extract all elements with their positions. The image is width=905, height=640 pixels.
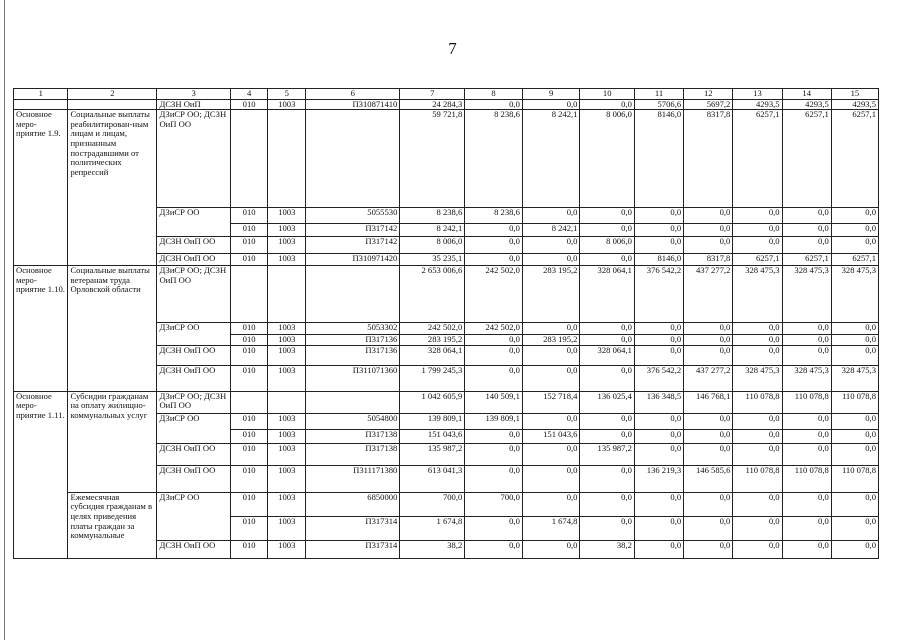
amount-cell: 0,0 — [634, 335, 683, 346]
column-number: 1 — [14, 89, 68, 100]
amount-cell: 0,0 — [831, 335, 878, 346]
target-code-cell: П310871410 — [306, 99, 400, 110]
amount-cell: 0,0 — [733, 413, 782, 429]
column-number: 11 — [634, 89, 683, 100]
table-body — [14, 89, 879, 559]
target-code-cell: П317138 — [306, 429, 400, 443]
amount-cell: 110 078,8 — [831, 465, 878, 492]
amount-cell: 283 195,2 — [400, 335, 465, 346]
amount-cell: 151 043,6 — [522, 429, 580, 443]
code-cell: 1003 — [268, 335, 306, 346]
amount-cell: 376 542,2 — [634, 365, 683, 391]
responsible-cell: ДЗиСР ОО — [157, 208, 230, 237]
amount-cell: 6257,1 — [733, 110, 782, 208]
amount-cell: 4293,5 — [733, 99, 782, 110]
amount-cell: 328 064,1 — [580, 266, 634, 323]
code-cell: 1003 — [268, 365, 306, 391]
amount-cell: 0,0 — [684, 492, 733, 516]
amount-cell: 0,0 — [782, 224, 831, 237]
amount-cell: 8 006,0 — [580, 237, 634, 254]
code-cell — [230, 110, 268, 208]
amount-cell: 0,0 — [580, 516, 634, 540]
target-code-cell: 5053302 — [306, 323, 400, 335]
target-code-cell: П310971420 — [306, 254, 400, 266]
amount-cell: 242 502,0 — [400, 323, 465, 335]
amount-cell: 0,0 — [465, 465, 523, 492]
column-number: 9 — [522, 89, 580, 100]
code-cell — [268, 266, 306, 323]
responsible-cell: ДСЗН ОиП ОО — [157, 540, 230, 558]
amount-cell: 0,0 — [782, 492, 831, 516]
amount-cell: 328 475,3 — [733, 365, 782, 391]
amount-cell: 0,0 — [522, 413, 580, 429]
amount-cell: 8 238,6 — [400, 208, 465, 224]
target-code-cell: П317142 — [306, 224, 400, 237]
amount-cell: 283 195,2 — [522, 335, 580, 346]
amount-cell: 0,0 — [684, 208, 733, 224]
code-cell: 1003 — [268, 465, 306, 492]
responsible-cell: ДСЗН ОиП ОО — [157, 465, 230, 492]
target-code-cell: П317138 — [306, 443, 400, 465]
amount-cell: 0,0 — [522, 345, 580, 365]
amount-cell: 0,0 — [733, 540, 782, 558]
amount-cell: 0,0 — [465, 516, 523, 540]
amount-cell: 0,0 — [522, 254, 580, 266]
amount-cell: 0,0 — [465, 429, 523, 443]
code-cell: 1003 — [268, 254, 306, 266]
column-number: 15 — [831, 89, 878, 100]
amount-cell: 0,0 — [522, 99, 580, 110]
amount-cell: 0,0 — [684, 345, 733, 365]
amount-cell: 0,0 — [634, 237, 683, 254]
amount-cell: 0,0 — [465, 540, 523, 558]
amount-cell: 0,0 — [580, 323, 634, 335]
column-number: 14 — [782, 89, 831, 100]
amount-cell: 146 768,1 — [684, 391, 733, 413]
amount-cell: 0,0 — [634, 345, 683, 365]
code-cell: 1003 — [268, 443, 306, 465]
code-cell: 010 — [230, 429, 268, 443]
table-row — [14, 391, 879, 413]
amount-cell: 0,0 — [733, 237, 782, 254]
code-cell: 010 — [230, 540, 268, 558]
amount-cell: 0,0 — [522, 443, 580, 465]
code-cell: 1003 — [268, 345, 306, 365]
amount-cell: 0,0 — [782, 443, 831, 465]
column-number: 7 — [400, 89, 465, 100]
amount-cell: 0,0 — [782, 237, 831, 254]
column-number: 13 — [733, 89, 782, 100]
amount-cell: 0,0 — [782, 323, 831, 335]
amount-cell: 2 653 006,6 — [400, 266, 465, 323]
code-cell: 1003 — [268, 516, 306, 540]
code-cell: 1003 — [268, 492, 306, 516]
column-number: 5 — [268, 89, 306, 100]
amount-cell: 38,2 — [580, 540, 634, 558]
table-row — [14, 266, 879, 323]
amount-cell: 0,0 — [634, 429, 683, 443]
code-cell: 010 — [230, 465, 268, 492]
amount-cell: 135 987,2 — [400, 443, 465, 465]
amount-cell: 0,0 — [465, 254, 523, 266]
code-cell: 010 — [230, 335, 268, 346]
measure-title-cell: Ежемесячная субсидия гражданам в целях приведения платы граждан за коммунальные — [68, 492, 157, 558]
code-cell — [230, 266, 268, 323]
amount-cell: 437 277,2 — [684, 266, 733, 323]
target-code-cell: П311071360 — [306, 365, 400, 391]
code-cell: 010 — [230, 516, 268, 540]
code-cell: 1003 — [268, 323, 306, 335]
code-cell: 010 — [230, 413, 268, 429]
amount-cell: 6257,1 — [733, 254, 782, 266]
code-cell: 010 — [230, 208, 268, 224]
code-cell: 010 — [230, 365, 268, 391]
measure-title-cell: Субсидии гражданам на оплату жилищно-коммунальных услуг — [68, 391, 157, 492]
amount-cell: 0,0 — [634, 413, 683, 429]
amount-cell: 139 809,1 — [400, 413, 465, 429]
code-cell — [268, 110, 306, 208]
amount-cell: 0,0 — [733, 345, 782, 365]
target-code-cell: 6850000 — [306, 492, 400, 516]
amount-cell: 0,0 — [684, 323, 733, 335]
code-cell: 1003 — [268, 208, 306, 224]
amount-cell: 700,0 — [400, 492, 465, 516]
responsible-cell: ДЗиСР ОО — [157, 413, 230, 443]
amount-cell: 0,0 — [782, 208, 831, 224]
target-code-cell: П317136 — [306, 345, 400, 365]
code-cell: 010 — [230, 323, 268, 335]
amount-cell: 6257,1 — [782, 110, 831, 208]
amount-cell: 328 475,3 — [733, 266, 782, 323]
amount-cell: 0,0 — [831, 429, 878, 443]
amount-cell: 283 195,2 — [522, 266, 580, 323]
code-cell — [268, 391, 306, 413]
amount-cell: 8 006,0 — [580, 110, 634, 208]
amount-cell: 8 006,0 — [400, 237, 465, 254]
amount-cell: 0,0 — [684, 429, 733, 443]
amount-cell: 0,0 — [634, 443, 683, 465]
amount-cell: 152 718,4 — [522, 391, 580, 413]
program-funding-table — [13, 88, 879, 559]
amount-cell: 242 502,0 — [465, 266, 523, 323]
amount-cell: 0,0 — [522, 365, 580, 391]
responsible-cell: ДЗиСР ОО; ДСЗН ОиП ОО — [157, 110, 230, 208]
amount-cell: 0,0 — [684, 335, 733, 346]
amount-cell: 0,0 — [522, 237, 580, 254]
amount-cell: 0,0 — [580, 99, 634, 110]
amount-cell: 0,0 — [580, 413, 634, 429]
amount-cell: 8146,0 — [634, 110, 683, 208]
target-code-cell — [306, 110, 400, 208]
amount-cell: 328 475,3 — [782, 266, 831, 323]
amount-cell: 0,0 — [733, 492, 782, 516]
target-code-cell: П311171380 — [306, 465, 400, 492]
code-cell: 010 — [230, 254, 268, 266]
amount-cell: 0,0 — [580, 335, 634, 346]
amount-cell: 6257,1 — [831, 254, 878, 266]
amount-cell: 0,0 — [522, 323, 580, 335]
code-cell: 010 — [230, 224, 268, 237]
code-cell: 1003 — [268, 224, 306, 237]
amount-cell: 328 064,1 — [400, 345, 465, 365]
amount-cell: 0,0 — [782, 516, 831, 540]
amount-cell: 8 238,6 — [465, 208, 523, 224]
responsible-cell: ДЗиСР ОО; ДСЗН ОиП ОО — [157, 391, 230, 413]
amount-cell: 0,0 — [580, 208, 634, 224]
column-number: 3 — [157, 89, 230, 100]
measure-label-cell: Основное меро-приятие 1.11. — [14, 391, 68, 558]
column-number: 2 — [68, 89, 157, 100]
responsible-cell: ДСЗН ОиП ОО — [157, 254, 230, 266]
amount-cell: 110 078,8 — [733, 465, 782, 492]
amount-cell: 136 219,3 — [634, 465, 683, 492]
measure-title-cell: Социальные выплаты ветеранам труда Орловской области — [68, 266, 157, 392]
amount-cell: 35 235,1 — [400, 254, 465, 266]
amount-cell: 376 542,2 — [634, 266, 683, 323]
amount-cell: 0,0 — [684, 413, 733, 429]
amount-cell: 1 042 605,9 — [400, 391, 465, 413]
amount-cell: 0,0 — [522, 465, 580, 492]
amount-cell: 5706,6 — [634, 99, 683, 110]
column-number: 12 — [684, 89, 733, 100]
amount-cell: 0,0 — [733, 429, 782, 443]
amount-cell: 8 238,6 — [465, 110, 523, 208]
target-code-cell: П317142 — [306, 237, 400, 254]
code-cell: 010 — [230, 345, 268, 365]
amount-cell: 0,0 — [634, 492, 683, 516]
amount-cell: 135 987,2 — [580, 443, 634, 465]
amount-cell: 6257,1 — [831, 110, 878, 208]
measure-title-cell: Социальные выплаты реабилитирован-ным лицам и лицам, признанным пострадавшими от политических репрессий — [68, 110, 157, 266]
amount-cell: 0,0 — [733, 443, 782, 465]
table-row — [14, 492, 879, 516]
amount-cell: 0,0 — [782, 413, 831, 429]
table-row — [14, 99, 879, 110]
amount-cell: 0,0 — [580, 254, 634, 266]
amount-cell: 136 025,4 — [580, 391, 634, 413]
amount-cell: 0,0 — [831, 413, 878, 429]
target-code-cell: П317314 — [306, 516, 400, 540]
measure-label-cell: Основное меро-приятие 1.10. — [14, 266, 68, 392]
amount-cell: 0,0 — [580, 365, 634, 391]
code-cell: 010 — [230, 443, 268, 465]
amount-cell: 4293,5 — [782, 99, 831, 110]
amount-cell: 0,0 — [465, 99, 523, 110]
measure-label-cell — [14, 99, 68, 110]
amount-cell: 4293,5 — [831, 99, 878, 110]
responsible-cell: ДЗиСР ОО — [157, 492, 230, 540]
amount-cell: 5697,2 — [684, 99, 733, 110]
amount-cell: 0,0 — [580, 429, 634, 443]
measure-title-cell — [68, 99, 157, 110]
amount-cell: 0,0 — [684, 237, 733, 254]
amount-cell: 110 078,8 — [782, 391, 831, 413]
amount-cell: 0,0 — [522, 540, 580, 558]
amount-cell: 151 043,6 — [400, 429, 465, 443]
amount-cell: 0,0 — [634, 208, 683, 224]
amount-cell: 0,0 — [831, 345, 878, 365]
code-cell: 1003 — [268, 237, 306, 254]
amount-cell: 0,0 — [634, 516, 683, 540]
page-left-edge — [4, 0, 5, 640]
amount-cell: 110 078,8 — [782, 465, 831, 492]
amount-cell: 0,0 — [684, 540, 733, 558]
target-code-cell — [306, 391, 400, 413]
amount-cell: 0,0 — [831, 516, 878, 540]
amount-cell: 0,0 — [465, 345, 523, 365]
amount-cell: 0,0 — [580, 465, 634, 492]
amount-cell: 0,0 — [580, 224, 634, 237]
amount-cell: 700,0 — [465, 492, 523, 516]
amount-cell: 0,0 — [831, 492, 878, 516]
amount-cell: 0,0 — [522, 208, 580, 224]
page-number: 7 — [448, 39, 457, 58]
amount-cell: 8317,8 — [684, 110, 733, 208]
amount-cell: 0,0 — [831, 443, 878, 465]
amount-cell: 0,0 — [831, 208, 878, 224]
amount-cell: 0,0 — [634, 224, 683, 237]
amount-cell: 8 242,1 — [400, 224, 465, 237]
amount-cell: 0,0 — [465, 443, 523, 465]
column-number: 6 — [306, 89, 400, 100]
amount-cell: 8 242,1 — [522, 110, 580, 208]
amount-cell: 0,0 — [733, 323, 782, 335]
measure-label-cell: Основное меро-приятие 1.9. — [14, 110, 68, 266]
code-cell — [230, 391, 268, 413]
amount-cell: 328 475,3 — [782, 365, 831, 391]
amount-cell: 0,0 — [831, 237, 878, 254]
code-cell: 1003 — [268, 99, 306, 110]
code-cell: 1003 — [268, 413, 306, 429]
amount-cell: 0,0 — [684, 516, 733, 540]
responsible-cell: ДСЗН ОиП ОО — [157, 237, 230, 254]
column-number: 4 — [230, 89, 268, 100]
amount-cell: 24 284,3 — [400, 99, 465, 110]
amount-cell: 110 078,8 — [831, 391, 878, 413]
amount-cell: 0,0 — [684, 224, 733, 237]
amount-cell: 0,0 — [684, 443, 733, 465]
amount-cell: 328 475,3 — [831, 266, 878, 323]
amount-cell: 437 277,2 — [684, 365, 733, 391]
code-cell: 010 — [230, 492, 268, 516]
table-row — [14, 110, 879, 208]
amount-cell: 0,0 — [782, 335, 831, 346]
amount-cell: 328 064,1 — [580, 345, 634, 365]
amount-cell: 0,0 — [465, 237, 523, 254]
amount-cell: 0,0 — [465, 224, 523, 237]
responsible-cell: ДСЗН ОиП — [157, 99, 230, 110]
code-cell: 1003 — [268, 429, 306, 443]
amount-cell: 0,0 — [580, 492, 634, 516]
amount-cell: 59 721,8 — [400, 110, 465, 208]
amount-cell: 0,0 — [465, 365, 523, 391]
amount-cell: 0,0 — [465, 335, 523, 346]
target-code-cell: 5055530 — [306, 208, 400, 224]
target-code-cell: П317136 — [306, 335, 400, 346]
amount-cell: 0,0 — [782, 429, 831, 443]
code-cell: 010 — [230, 99, 268, 110]
amount-cell: 38,2 — [400, 540, 465, 558]
responsible-cell: ДЗиСР ОО — [157, 323, 230, 346]
amount-cell: 0,0 — [782, 540, 831, 558]
column-number-row — [14, 89, 879, 100]
responsible-cell: ДСЗН ОиП ОО — [157, 345, 230, 365]
amount-cell: 0,0 — [733, 224, 782, 237]
code-cell: 010 — [230, 237, 268, 254]
amount-cell: 8146,0 — [634, 254, 683, 266]
amount-cell: 1 799 245,3 — [400, 365, 465, 391]
column-number: 10 — [580, 89, 634, 100]
amount-cell: 0,0 — [733, 335, 782, 346]
amount-cell: 0,0 — [782, 345, 831, 365]
amount-cell: 0,0 — [634, 323, 683, 335]
amount-cell: 0,0 — [831, 540, 878, 558]
responsible-cell: ДСЗН ОиП ОО — [157, 443, 230, 465]
target-code-cell — [306, 266, 400, 323]
amount-cell: 0,0 — [831, 323, 878, 335]
amount-cell: 1 674,8 — [400, 516, 465, 540]
amount-cell: 146 585,6 — [684, 465, 733, 492]
amount-cell: 110 078,8 — [733, 391, 782, 413]
amount-cell: 8317,8 — [684, 254, 733, 266]
amount-cell: 0,0 — [634, 540, 683, 558]
code-cell: 1003 — [268, 540, 306, 558]
amount-cell: 242 502,0 — [465, 323, 523, 335]
amount-cell: 140 509,1 — [465, 391, 523, 413]
amount-cell: 139 809,1 — [465, 413, 523, 429]
amount-cell: 613 041,3 — [400, 465, 465, 492]
amount-cell: 328 475,3 — [831, 365, 878, 391]
amount-cell: 6257,1 — [782, 254, 831, 266]
amount-cell: 0,0 — [831, 224, 878, 237]
amount-cell: 8 242,1 — [522, 224, 580, 237]
amount-cell: 1 674,8 — [522, 516, 580, 540]
amount-cell: 0,0 — [733, 208, 782, 224]
amount-cell: 0,0 — [733, 516, 782, 540]
target-code-cell: П317314 — [306, 540, 400, 558]
responsible-cell: ДСЗН ОиП ОО — [157, 365, 230, 391]
target-code-cell: 5054800 — [306, 413, 400, 429]
amount-cell: 136 348,5 — [634, 391, 683, 413]
responsible-cell: ДЗиСР ОО; ДСЗН ОиП ОО — [157, 266, 230, 323]
amount-cell: 0,0 — [522, 492, 580, 516]
column-number: 8 — [465, 89, 523, 100]
